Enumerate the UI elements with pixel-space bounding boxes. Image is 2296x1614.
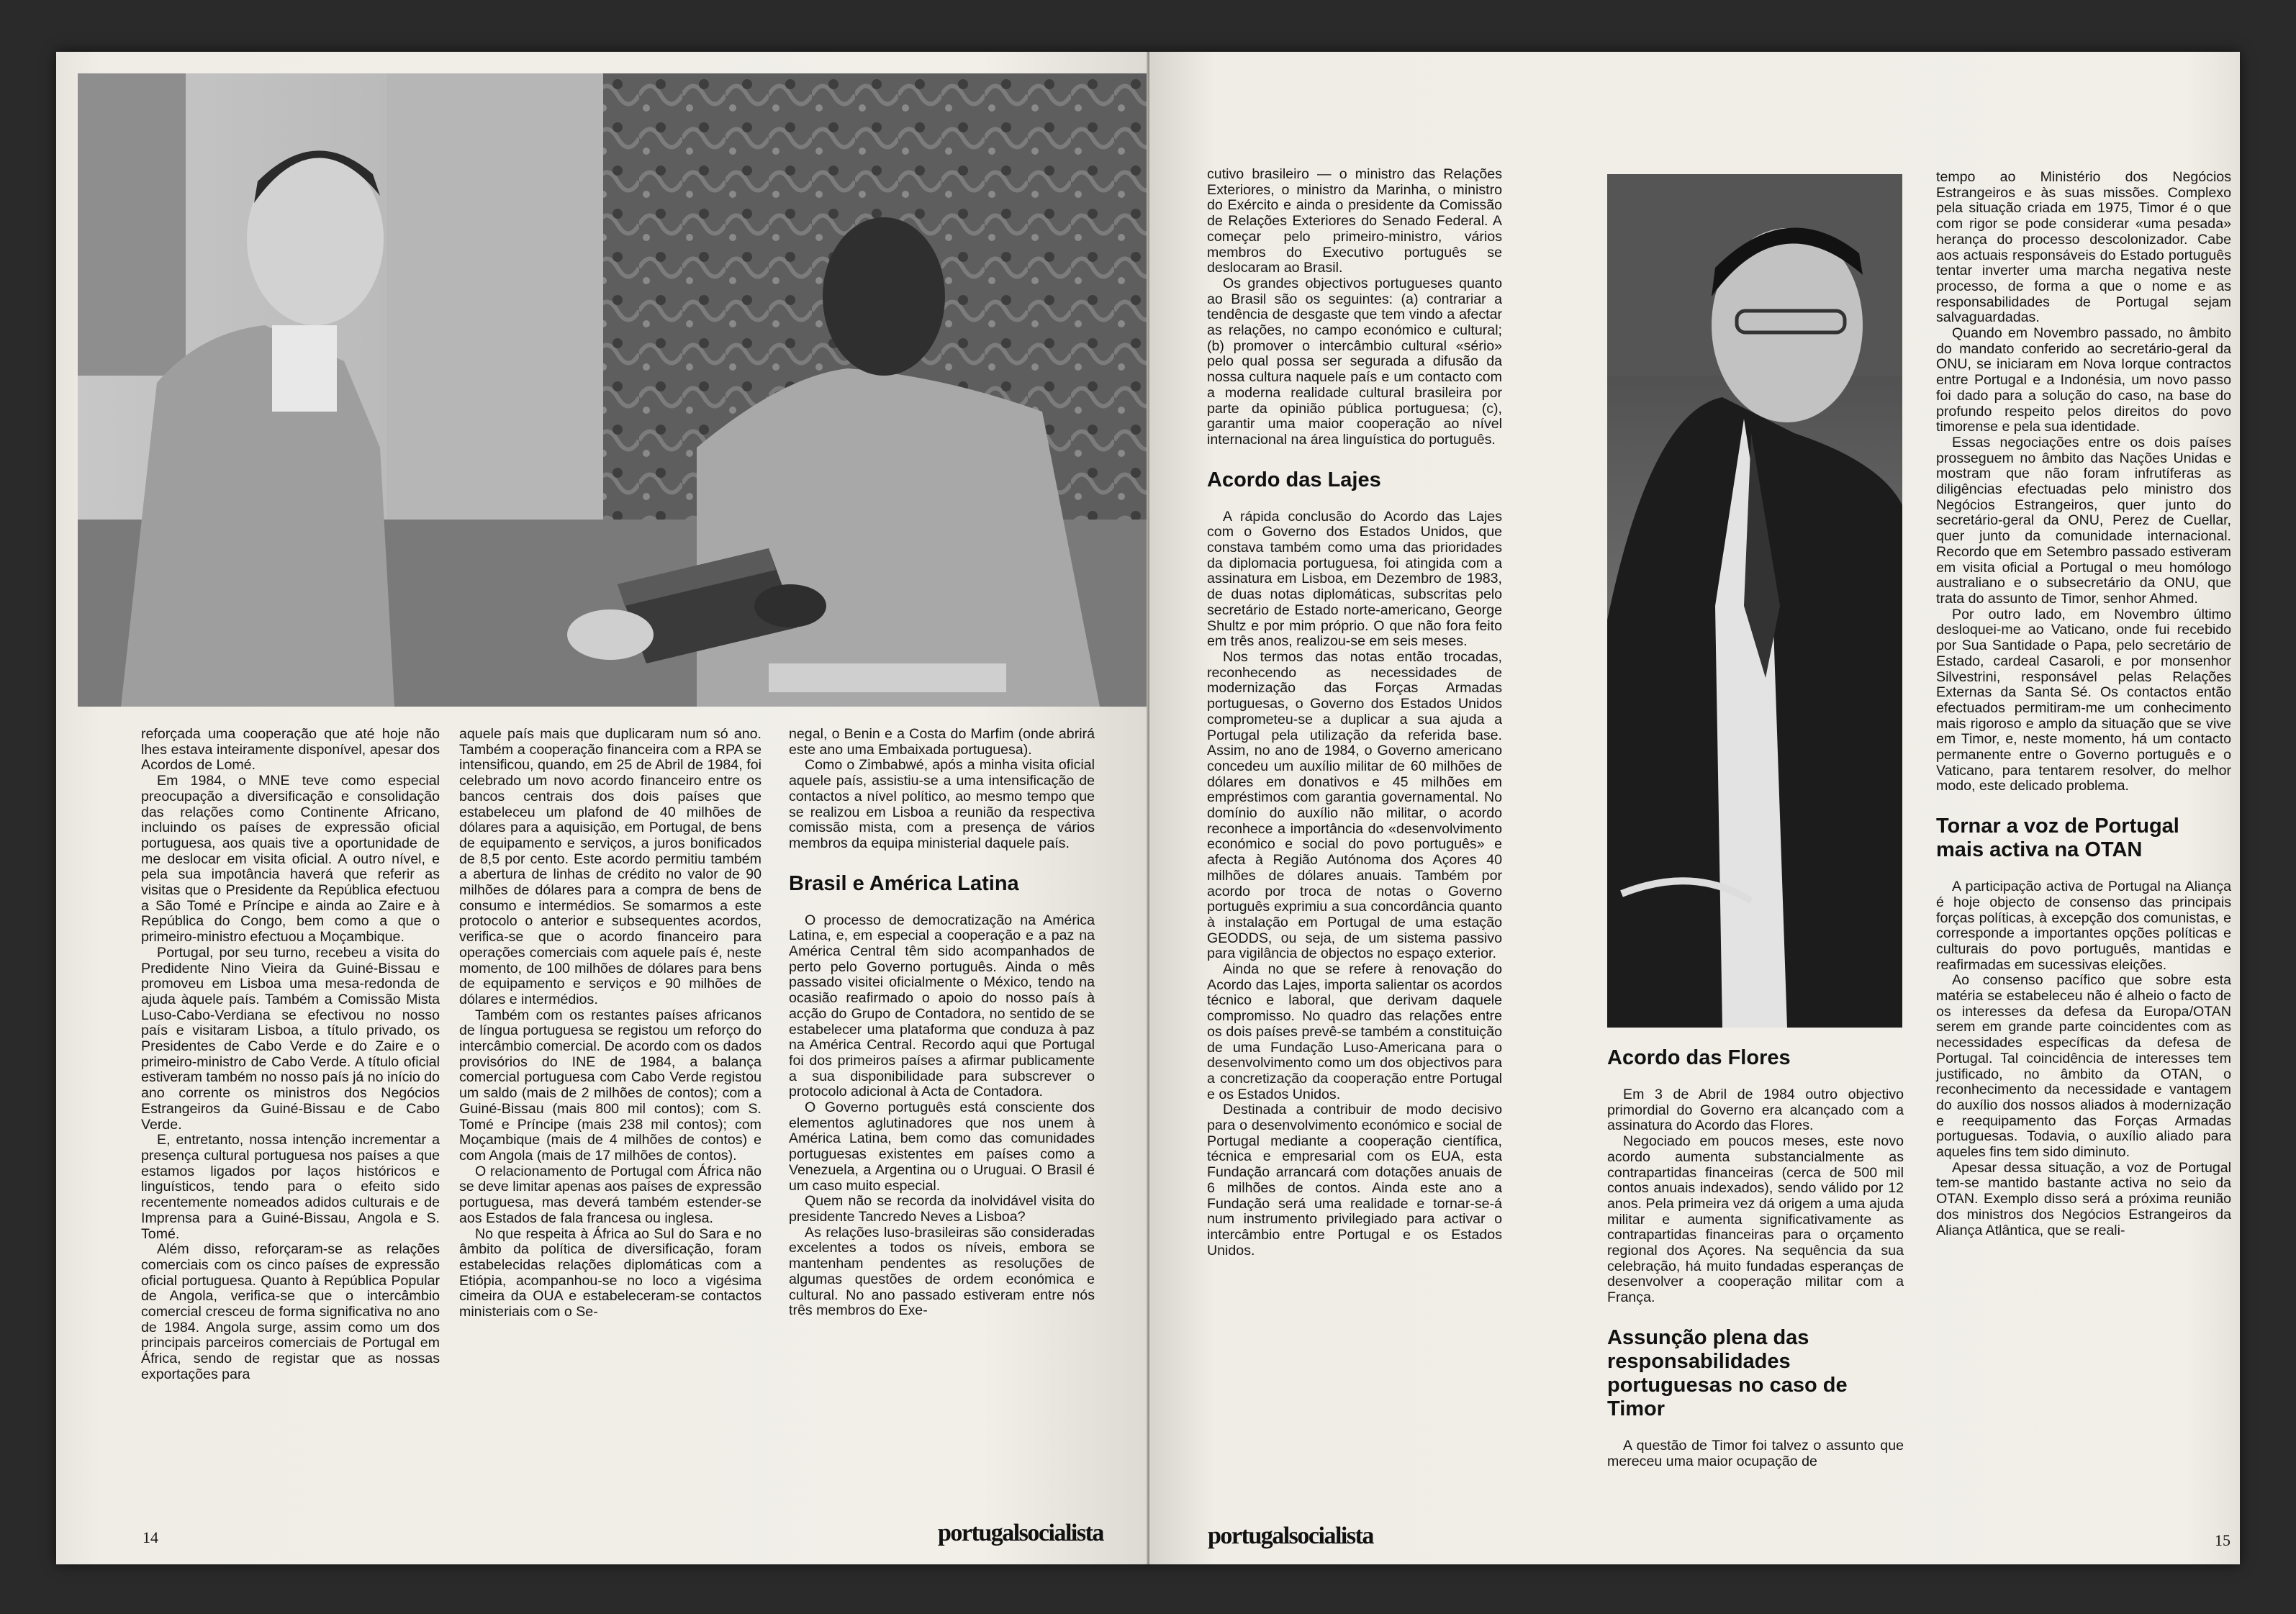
paragraph: Por outro lado, em Novembro último desloquei-me ao Vaticano, onde fui recebido por Sua Santidade o Papa, pelo secretário de Estado, cardeal Casaroli, e por monsenhor Silvestrini, responsável pelas Relações Externas da Santa Sé. Os contactos então efectuados permitiram-me um conhecimento mais rigoroso e amplo da situação que se vive em Timor, e, neste momento, há um contacto permanente entre o Governo português e o Vaticano, para tentarem resolver, do melhor modo, este delicado problema. bbox=[1936, 606, 2231, 794]
paragraph: A questão de Timor foi talvez o assunto que mereceu uma maior ocupação de bbox=[1607, 1437, 1904, 1469]
left-column-2 bbox=[459, 727, 761, 1320]
paragraph: Em 3 de Abril de 1984 outro objectivo primordial do Governo era alcançado com a assinatura do Acordo das Flores. bbox=[1607, 1087, 1904, 1134]
page-number: 15 bbox=[2215, 1531, 2231, 1549]
section-heading: Acordo das Flores bbox=[1607, 1046, 1791, 1069]
left-column-3 bbox=[789, 727, 1095, 1319]
section-heading: Acordo das Lajes bbox=[1207, 468, 1381, 491]
paragraph: As relações luso-brasileiras são consideradas excelentes a todos os níveis, embora se mantenham pendentes as resoluções de algumas questões de ordem económica e cultural. No ano passado estiveram entre nós três membros do Exe- bbox=[789, 1224, 1095, 1319]
masthead: portugalsocialista bbox=[938, 1520, 1103, 1546]
paragraph: Portugal, por seu turno, recebeu a visita do Predidente Nino Vieira da Guiné-Bissau e promoveu em Lisboa uma mesa-redonda de ajuda àquele país. Também a Comissão Mista Luso-Cabo-Verdiana se efectivou no nosso país e visitaram Lisboa, a título privado, os Presidentes de Cabo Verde e do Zaire e o primeiro-ministro de Cabo Verde. A título oficial estiveram também no nosso país já no início do ano corrente os ministros dos Negócios Estrangeiros da Guiné-Bissau e de Cabo Verde. bbox=[141, 944, 440, 1133]
paragraph: Destinada a contribuir de modo decisivo para o desenvolvimento económico e social de Portugal mediante a cooperação científica, técnica e empresarial com os EUA, esta Fundação arrancará com dotações anuais de 6 milhões de contos. Ainda este ano a Fundação será uma realidade e tornar-se-á num instrumento privilegiado para activar o intercâmbio entre Portugal e os Estados Unidos. bbox=[1207, 1102, 1502, 1259]
paragraph: Nos termos das notas então trocadas, reconhecendo as necessidades de modernização das Forças Armadas portuguesas, o Governo dos Estados Unidos comprometeu-se a duplicar a sua ajuda a Portugal pela utilização da referida base. Assim, no ano de 1984, o Governo americano concedeu um auxílio militar de 60 milhões de dólares em donativos e 45 milhões em empréstimos com garantia governamental. No domínio do auxílio não militar, o acordo reconhece a importância do «desenvolvimento económico e social do povo português» e afecta à Região Autónoma dos Açores 40 milhões de dólares anuais. Também por acordo por troca de notas o Governo português exprimiu a sua concordância quanto à instalação em Portugal de uma estação GEODDS, ou seja, de um sistema passivo para vigilância de objectos no espaço exterior. bbox=[1207, 648, 1502, 962]
paragraph: Quando em Novembro passado, no âmbito do mandato conferido ao secretário-geral da ONU, se iniciaram em Nova Iorque contractos entre Portugal e a Indonésia, um novo passo foi dado para a solução do caso, na base do profundo respeito pelos direitos do povo timorense e pela sua identidade. bbox=[1936, 325, 2231, 435]
page-number: 14 bbox=[143, 1528, 158, 1546]
paragraph: tempo ao Ministério dos Negócios Estrangeiros e às suas missões. Complexo pela situação criada em 1975, Timor é o que com rigor se pode considerar «uma pesada» herança do processo descolonizador. Cabe aos actuais responsáveis do Estado português tentar inverter uma marcha negativa neste processo, de forma a que o nome e as responsabilidades de Portugal sejam salvaguardadas. bbox=[1936, 169, 2231, 326]
paragraph: Ainda no que se refere à renovação do Acordo das Lajes, importa salientar os acordos técnico e laboral, que derivam daquele compromisso. No quadro das relações entre os dois países prevê-se também a constituição de uma Fundação Luso-Americana para o desenvolvimento como um dos objectivos para a concretização da cooperação entre Portugal e os Estados Unidos. bbox=[1207, 961, 1502, 1102]
paragraph: O relacionamento de Portugal com África não se deve limitar apenas aos países de expressão portuguesa, mas deverá também estender-se aos Estados de fala francesa ou inglesa. bbox=[459, 1163, 761, 1226]
section-heading: Tornar a voz de Portugal mais activa na OTAN bbox=[1936, 815, 2179, 862]
paragraph: Também com os restantes países africanos de língua portuguesa se registou um reforço do intercâmbio comercial. De acordo com os dados provisórios do INE de 1984, a balança comercial portuguesa com Cabo Verde registou um saldo (mais de 2 milhões de contos); com a Guiné-Bissau (mais 800 mil contos); com S. Tomé e Príncipe (mais 238 mil contos); com Moçambique (mais de 4 milhões de contos) e com Angola (mais de 17 milhões de contos). bbox=[459, 1007, 761, 1164]
paragraph: A participação activa de Portugal na Aliança é hoje objecto de consenso das principais forças políticas, à excepção dos comunistas, e corresponde a importantes opções políticas e culturais do povo português, mantidas e reafirmadas em sucessivas eleições. bbox=[1936, 879, 2231, 973]
paragraph: Apesar dessa situação, a voz de Portugal tem-se mantido bastante activa no seio da OTAN. Exemplo disso será a próxima reunião dos ministros dos Negócios Estrangeiros da Aliança Atlântica, que se reali- bbox=[1936, 1159, 2231, 1238]
paragraph: negal, o Benin e a Costa do Marfim (onde abrirá este ano uma Embaixada portuguesa). bbox=[789, 726, 1095, 758]
paragraph: aquele país mais que duplicaram num só ano. Também a cooperação financeira com a RPA se intensificou, quando, em 25 de Abril de 1984, foi celebrado um novo acordo financeiro entre os bancos centrais dos dois países que estabeleceu um plafond de 40 milhões de dólares para a aquisição, em Portugal, de bens de equipamento e serviços, a juros bonificados de 8,5 por cento. Este acordo permitiu também a abertura de linhas de crédito no valor de 90 milhões de dólares para a compra de bens de consumo e intermédios. Se somarmos a este protocolo o anterior e subsequentes acordos, verifica-se que o acordo financeiro para operações comerciais com aquele país é, neste momento, de 100 milhões de dólares para bens de equipamento e serviços e 90 milhões de dólares e intermédios. bbox=[459, 726, 761, 1007]
paragraph: Como o Zimbabwé, após a minha visita oficial aquele país, assistiu-se a uma intensificação de contactos a nível político, ao mesmo tempo que se realizou em Lisboa a reunião da respectiva comissão mista, com a presença de vários membros da equipa ministerial daquele país. bbox=[789, 757, 1095, 851]
right-page bbox=[1149, 52, 2240, 1564]
portrait-photo bbox=[1607, 174, 1902, 1028]
masthead: portugalsocialista bbox=[1208, 1523, 1373, 1549]
paragraph: Em 1984, o MNE teve como especial preocupação a diversificação e consolidação das relações como Continente Africano, incluindo os países de expressão oficial portuguesa, aos quais tive a oportunidade de me deslocar em visita oficial. A outro nível, e pela sua impotância haverá que referir as visitas que o Presidente da República efectuou a São Tomé e Príncipe e ainda ao Zaire e à República do Congo, bem como a que o primeiro-ministro efectuou a Moçambique. bbox=[141, 773, 440, 946]
paragraph: O Governo português está consciente dos elementos aglutinadores que nos unem à América Latina, bem como das comunidades portuguesas existentes em países como a Venezuela, a Argentina ou o Uruguai. O Brasil é um caso muito especial. bbox=[789, 1100, 1095, 1194]
section-heading: Assunção plena das responsabilidades portuguesas no caso de Timor bbox=[1607, 1325, 1848, 1420]
paragraph: O processo de democratização na América Latina, e, em especial a cooperação e a paz na América Central têm sido acompanhados de perto pelo Governo português. Ainda o mês passado visitei oficialmente o México, tendo na ocasião reafirmado o apoio do nosso país à acção do Grupo de Contadora, no sentido de se estabelecer uma plataforma que conduza à paz na América Central. Recordo aqui que Portugal foi dos primeiros países a afirmar publicamente a sua disponibilidade para subscrever o protocolo adicional à Acta de Contadora. bbox=[789, 912, 1095, 1100]
magazine-spread bbox=[56, 52, 2240, 1564]
left-page bbox=[56, 52, 1148, 1564]
right-column-1 bbox=[1207, 167, 1502, 1259]
handshake-photo bbox=[78, 73, 1148, 707]
paragraph: Além disso, reforçaram-se as relações comerciais com os cinco países de expressão oficial portuguesa. Quanto à República Popular de Angola, verifica-se que o intercâmbio comercial cresceu de forma significativa no ano de 1984. Angola surge, assim como um dos principais parceiros comerciais de Portugal em África, sendo de registar que as nossas exportações para bbox=[141, 1241, 440, 1382]
left-column-1 bbox=[141, 727, 440, 1383]
right-column-3 bbox=[1936, 170, 2231, 1238]
paragraph: reforçada uma cooperação que até hoje não lhes estava inteiramente disponível, apesar dos Acordos de Lomé. bbox=[141, 726, 440, 774]
paragraph: No que respeita à África ao Sul do Sara e no âmbito da política de diversificação, foram estabelecidas relações diplomáticas com a Etiópia, acompanhou-se no loco a vigésima cimeira da OUA e estabeleceram-se contactos ministeriais com o Se- bbox=[459, 1225, 761, 1320]
paragraph: Ao consenso pacífico que sobre esta matéria se estabeleceu não é alheio o facto de os interesses da defesa da Europa/OTAN serem em grande parte coincidentes com as necessidades específicas da defesa de Portugal. Tal coincidência de interesses tem justificado, no âmbito da OTAN, o reconhecimento da necessidade e vantagem do auxílio dos nossos aliados à modernização e reequipamento das Forças Armadas portuguesas. Todavia, o auxílio aliado para aqueles fins tem sido diminuto. bbox=[1936, 972, 2231, 1161]
paragraph: Quem não se recorda da inolvidável visita do presidente Tancredo Neves a Lisboa? bbox=[789, 1193, 1095, 1225]
paragraph: E, entretanto, nossa intenção incrementar a presença cultural portuguesa nos países a que estamos ligados por laços históricos e linguísticos, tendo para o efeito sido recentemente nomeados adidos culturais e de Imprensa para a Guiné-Bissau, Angola e S. Tomé. bbox=[141, 1132, 440, 1242]
paragraph: Os grandes objectivos portugueses quanto ao Brasil são os seguintes: (a) contrariar a tendência de desgaste que tem vindo a afectar as relações, no campo económico e cultural; (b) promover o intercâmbio cultural «sério» pelo qual possa ser segurada a difusão da nossa cultura naquele país e um contacto com a moderna realidade cultural brasileira por parte da opinião pública portuguesa; (c), garantir uma maior cooperação ao nível internacional na área linguística do português. bbox=[1207, 275, 1502, 448]
right-column-2 bbox=[1607, 1046, 1904, 1469]
section-heading: Brasil e América Latina bbox=[789, 871, 1019, 895]
paragraph: A rápida conclusão do Acordo das Lajes com o Governo dos Estados Unidos, que constava também como uma das prioridades da diplomacia portuguesa, foi atingida com a assinatura em Lisboa, em Dezembro de 1983, de duas notas diplomáticas, subscritas pelo secretário de Estado norte-americano, George Shultz e por mim próprio. O que não fora feito em três anos, realizou-se em seis meses. bbox=[1207, 508, 1502, 650]
paragraph: Essas negociações entre os dois países prosseguem no âmbito das Nações Unidas e mostram que não foram infrutíferas as diligências efectuadas pelo ministro dos Negócios Estrangeiros, quer junto do secretário-geral da ONU, Perez de Cuellar, quer junto da comunidade internacional. Recordo que em Setembro passado estiveram em visita oficial a Portugal o meu homólogo australiano e o subsecretário da ONU, que trata do assunto de Timor, senhor Ahmed. bbox=[1936, 434, 2231, 607]
paragraph: cutivo brasileiro — o ministro das Relações Exteriores, o ministro da Marinha, o ministro do Exército e ainda o presidente da Comissão de Relações Exteriores do Senado Federal. A começar pelo primeiro-ministro, vários membros do Executivo português se deslocaram ao Brasil. bbox=[1207, 166, 1502, 276]
paragraph: Negociado em poucos meses, este novo acordo aumenta substancialmente as contrapartidas financeiras (cerca de 500 mil contos anuais indexados), sendo válido por 12 anos. Pela primeira vez dá origem a uma ajuda militar e aumenta significativamente as contrapartidas financeiras para o orçamento regional dos Açores. Na sequência da sua celebração, há muito fundadas esperanças de desenvolver a cooperação militar com a França. bbox=[1607, 1133, 1904, 1306]
